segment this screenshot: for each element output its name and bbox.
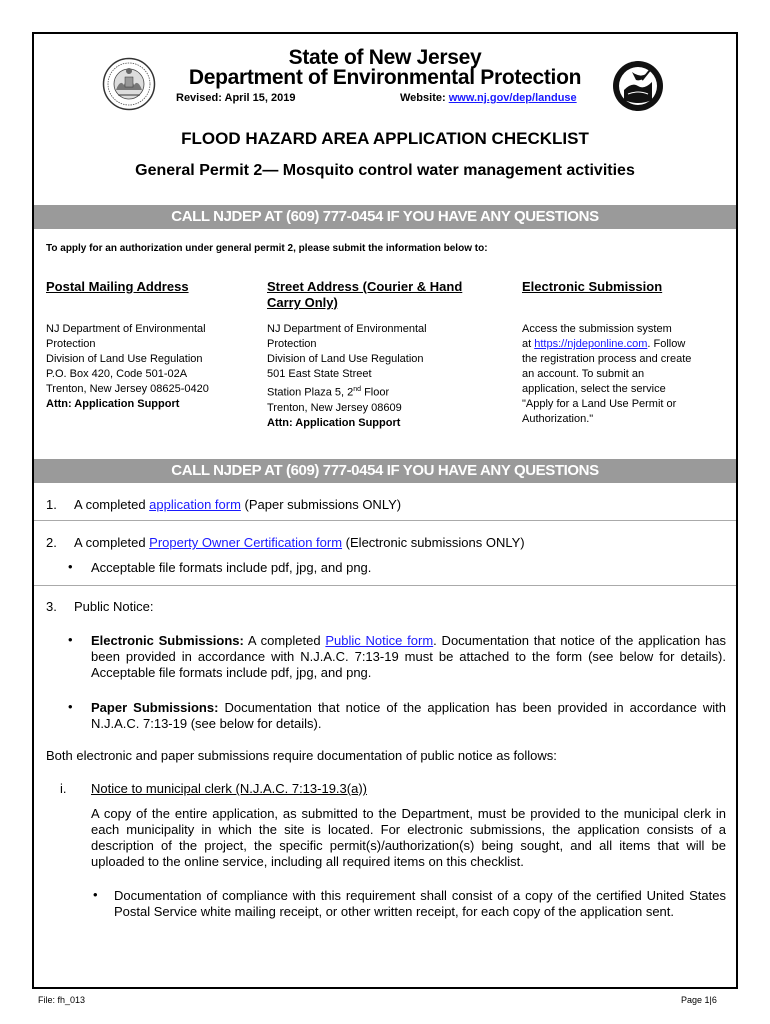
paper-submissions-paragraph	[91, 700, 726, 732]
call-banner-top: CALL NJDEP AT (609) 777-0454 IF YOU HAVE ANY QUESTIONS	[34, 205, 736, 229]
revised-date: Revised: April 15, 2019	[176, 92, 296, 104]
item-number: 2.	[46, 535, 57, 550]
application-form-link[interactable]: application form	[149, 497, 241, 512]
electronic-submission-block	[522, 322, 691, 427]
electronic-submissions-label: Electronic Submissions:	[91, 633, 244, 648]
item3-label: Public Notice:	[74, 599, 154, 614]
compliance-documentation-text: Documentation of compliance with this requirement shall consist of a copy of the certified United States Postal Service white mailing receipt, or other written receipt, for each copy of the application sent.	[114, 888, 726, 919]
checklist-title: FLOOD HAZARD AREA APPLICATION CHECKLIST	[181, 129, 589, 148]
street-line: 501 East State Street	[267, 368, 372, 380]
postal-line: NJ Department of Environmental	[46, 323, 206, 335]
postal-line: P.O. Box 420, Code 501-02A	[46, 368, 188, 380]
postal-attn: Attn: Application Support	[46, 398, 180, 410]
website-line	[400, 92, 577, 104]
postal-line: Division of Land Use Regulation	[46, 353, 203, 365]
footer-file-id: File: fh_013	[38, 995, 86, 1005]
bullet-dot: •	[68, 632, 73, 647]
electronic-submission-heading: Electronic Submission	[522, 279, 663, 294]
electronic-line: "Apply for a Land Use Permit or	[522, 398, 677, 410]
postal-line: Protection	[46, 338, 96, 350]
intro-text: To apply for an authorization under general permit 2, please submit the information below to:	[46, 243, 488, 254]
roman-numeral: i.	[60, 781, 67, 796]
electronic-line	[522, 337, 691, 352]
item2-bullet-text: Acceptable file formats include pdf, jpg, and png.	[91, 560, 372, 575]
electronic-line: the registration process and create	[522, 353, 692, 365]
bullet-dot: •	[68, 699, 73, 714]
notice-municipal-clerk-heading: Notice to municipal clerk (N.J.A.C. 7:13-19.3(a))	[91, 781, 367, 796]
street-line: Trenton, New Jersey 08609	[267, 401, 402, 414]
website-label: Website:	[400, 92, 449, 104]
street-attn: Attn: Application Support	[267, 416, 401, 429]
bullet-dot: •	[93, 887, 98, 902]
notice-municipal-clerk-paragraph: A copy of the entire application, as submitted to the Department, must be provided to the municipal clerk in each municipality in which the site is located. For electronic submissions, the application consists of a description of the project, the specific permit(s)/authorization(s) being sought, and all items that will be uploaded to the online service, including all required items on this checklist.	[91, 806, 726, 869]
street-line5-post: Floor	[361, 386, 390, 399]
street-line5-text: Station Plaza 5, 2	[267, 386, 354, 399]
permit-title: General Permit 2— Mosquito control water management activities	[135, 162, 635, 179]
page-title-department: Department of Environmental Protection	[188, 66, 582, 89]
item2-pre: A completed	[74, 535, 150, 550]
street-heading-line1: Street Address (Courier & Hand	[267, 279, 463, 294]
item1-post: (Paper submissions ONLY)	[240, 497, 402, 512]
street-line: Protection	[267, 338, 317, 350]
postal-address-block	[46, 322, 209, 412]
bullet-dot: •	[68, 559, 73, 574]
item-number: 1.	[46, 497, 57, 512]
paper-submissions-label: Paper Submissions:	[91, 700, 219, 715]
postal-address-heading: Postal Mailing Address	[46, 279, 189, 294]
electronic-line: an account. To submit an	[522, 368, 645, 380]
paper-text: Documentation that notice of the application has been provided in accordance with N.J.A.C. 7:13-19 (see below for details).	[91, 700, 727, 731]
property-owner-certification-link[interactable]: Property Owner Certification form	[149, 535, 343, 550]
item2-post: (Electronic submissions ONLY)	[342, 535, 525, 550]
street-line: NJ Department of Environmental	[267, 323, 427, 335]
item-number: 3.	[46, 599, 57, 614]
website-link[interactable]: www.nj.gov/dep/landuse	[448, 92, 577, 104]
item1-pre: A completed	[74, 497, 150, 512]
street-line	[267, 382, 427, 401]
electronic-line: application, select the service	[522, 383, 666, 395]
electronic-line2-post: . Follow	[647, 338, 686, 350]
electronic-line2-pre: at	[522, 338, 535, 350]
item-application-form	[74, 497, 401, 513]
njdeponline-link[interactable]: https://njdeponline.com	[534, 338, 648, 350]
electronic-line: Authorization."	[522, 413, 594, 425]
divider	[34, 585, 736, 586]
item-property-owner-cert	[74, 535, 525, 551]
electronic-post: . Documentation that notice of the application has been provided in accordance with N.J.A.C. 7:13-19 must be attached to the form (see below for details). Acceptable file formats include pdf, jpg, and png.	[91, 633, 726, 680]
call-banner-middle: CALL NJDEP AT (609) 777-0454 IF YOU HAVE ANY QUESTIONS	[34, 459, 736, 483]
footer-page-number: Page 1|6	[681, 995, 717, 1005]
divider	[34, 520, 736, 521]
street-heading-line2: Carry Only)	[267, 295, 338, 310]
street-address-heading	[267, 279, 462, 311]
street-line5-sup: nd	[353, 386, 362, 393]
electronic-submissions-paragraph	[91, 633, 726, 681]
page-title-state: State of New Jersey	[288, 46, 482, 69]
electronic-pre: A completed	[243, 633, 326, 648]
street-address-block	[267, 322, 427, 431]
electronic-line: Access the submission system	[522, 323, 672, 335]
both-submissions-text: Both electronic and paper submissions require documentation of public notice as follows:	[46, 748, 557, 763]
postal-line: Trenton, New Jersey 08625-0420	[46, 383, 209, 395]
public-notice-form-link[interactable]: Public Notice form	[325, 633, 434, 648]
street-line: Division of Land Use Regulation	[267, 353, 424, 365]
